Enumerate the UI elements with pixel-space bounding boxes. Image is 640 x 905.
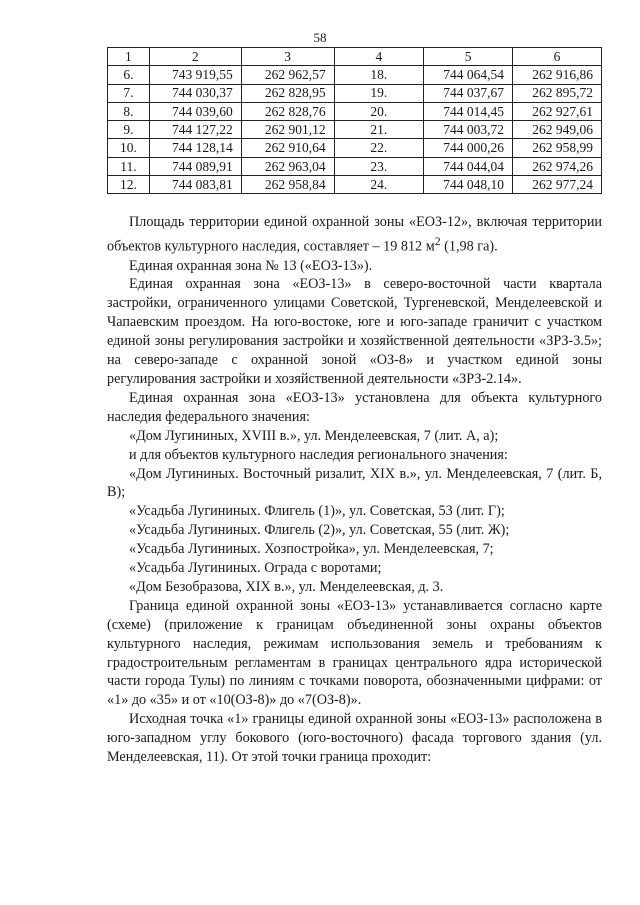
- coordinate-cell: 744 089,91: [149, 157, 241, 175]
- coordinate-cell: 262 895,72: [513, 84, 602, 102]
- point-number-cell: 23.: [334, 157, 424, 175]
- document-body: [107, 213, 602, 767]
- point-number-cell: 11.: [108, 157, 150, 175]
- coordinate-cell: 262 962,57: [241, 66, 334, 84]
- coordinate-cell: 743 919,55: [149, 66, 241, 84]
- header-cell: 6: [513, 48, 602, 66]
- location-paragraph: Единая охранная зона «ЕОЗ-13» в северо-восточной части квартала застройки, ограниченного улицами Советской, Тургеневской, Менделеевской и Чапаевским проездом. На юго-востоке, юге и юго-западе граничит с участком единой зоны регулирования застройки и хозяйственной деятельности «ЗРЗ-3.5»; на северо-западе с охранной зоной «ОЗ-8» и участком единой зоны регулирования застройки и хозяйственной деятельности «ЗРЗ-2.14».: [107, 276, 602, 387]
- coordinate-cell: 262 958,99: [513, 139, 602, 157]
- page-number: 58: [313, 30, 327, 45]
- point-number-cell: 20.: [334, 102, 424, 120]
- coordinate-cell: 262 958,84: [241, 176, 334, 194]
- point-number-cell: 8.: [108, 102, 150, 120]
- header-cell: 4: [334, 48, 424, 66]
- table-row: [108, 157, 602, 175]
- area-unit-superscript: 2: [434, 233, 441, 248]
- coordinate-cell: 744 030,37: [149, 84, 241, 102]
- point-number-cell: 12.: [108, 176, 150, 194]
- regional-object-item: «Усадьба Лугининых. Флигель (2)», ул. Советская, 55 (лит. Ж);: [129, 522, 510, 539]
- area-text-end: (1,98 га).: [440, 238, 498, 255]
- coordinate-cell: 744 127,22: [149, 121, 241, 139]
- established-paragraph: Единая охранная зона «ЕОЗ-13» установлена для объекта культурного наследия федерального значения:: [107, 389, 602, 425]
- coordinate-cell: 262 828,76: [241, 102, 334, 120]
- coordinate-cell: 262 974,26: [513, 157, 602, 175]
- coordinate-cell: 744 048,10: [424, 176, 513, 194]
- point-number-cell: 10.: [108, 139, 150, 157]
- coordinate-cell: 262 828,95: [241, 84, 334, 102]
- header-cell: 3: [241, 48, 334, 66]
- regional-object-item: «Дом Безобразова, XIX в.», ул. Менделеевская, д. 3.: [129, 578, 444, 595]
- area-text: Площадь территории единой охранной зоны «ЕОЗ-12», включая территории объектов культурного наследия, составляет – 19 812 м: [107, 214, 602, 255]
- coordinate-cell: 744 014,45: [424, 102, 513, 120]
- coordinate-cell: 744 003,72: [424, 121, 513, 139]
- point-number-cell: 19.: [334, 84, 424, 102]
- regional-object-item: «Усадьба Лугининых. Хозпостройка», ул. Менделеевская, 7;: [129, 541, 494, 558]
- coordinate-cell: 262 927,61: [513, 102, 602, 120]
- federal-object-item: «Дом Лугининых, XVIII в.», ул. Менделеевская, 7 (лит. А, а);: [129, 427, 499, 444]
- coordinate-cell: 744 039,60: [149, 102, 241, 120]
- table-row: [108, 121, 602, 139]
- coordinate-cell: 744 064,54: [424, 66, 513, 84]
- header-cell: 2: [149, 48, 241, 66]
- table-header-row: [108, 48, 602, 66]
- boundary-paragraph: Граница единой охранной зоны «ЕОЗ-13» устанавливается согласно карте (схеме) (приложение к границам объединенной зоны охраны объектов культурного наследия, режимам использования земель и требованиям к градостроительным регламентам в границах центрального ядра исторической части города Тулы) по линиям с точками поворота, обозначенными цифрами: от «1» до «35» и от «10(ОЗ-8)» до «7(ОЗ-8)».: [107, 597, 602, 709]
- point-number-cell: 6.: [108, 66, 150, 84]
- point-number-cell: 7.: [108, 84, 150, 102]
- coordinate-cell: 262 977,24: [513, 176, 602, 194]
- regional-intro: и для объектов культурного наследия регионального значения:: [129, 446, 508, 463]
- coordinate-cell: 262 963,04: [241, 157, 334, 175]
- point-number-cell: 22.: [334, 139, 424, 157]
- origin-paragraph: Исходная точка «1» границы единой охранной зоны «ЕОЗ-13» расположена в юго-западном углу бокового (юго-восточного) фасада торгового здания (ул. Менделеевская, 11). От этой точки граница проходит:: [107, 711, 602, 766]
- coordinate-cell: 262 949,06: [513, 121, 602, 139]
- regional-object-item: «Усадьба Лугининых. Флигель (1)», ул. Советская, 53 (лит. Г);: [129, 503, 505, 520]
- table-row: [108, 66, 602, 84]
- table-row: [108, 139, 602, 157]
- header-cell: 5: [424, 48, 513, 66]
- coordinate-cell: 744 083,81: [149, 176, 241, 194]
- coordinate-cell: 262 901,12: [241, 121, 334, 139]
- point-number-cell: 24.: [334, 176, 424, 194]
- table-row: [108, 176, 602, 194]
- header-cell: 1: [108, 48, 150, 66]
- regional-object-item: «Дом Лугининых. Восточный ризалит, XIX в.», ул. Менделеевская, 7 (лит. Б, В);: [107, 465, 602, 501]
- coordinate-cell: 262 910,64: [241, 139, 334, 157]
- coordinate-cell: 744 128,14: [149, 139, 241, 157]
- point-number-cell: 18.: [334, 66, 424, 84]
- coordinates-table: [107, 47, 602, 194]
- table-row: [108, 102, 602, 120]
- coordinate-cell: 262 916,86: [513, 66, 602, 84]
- coordinate-cell: 744 044,04: [424, 157, 513, 175]
- coordinate-cell: 744 000,26: [424, 139, 513, 157]
- point-number-cell: 21.: [334, 121, 424, 139]
- area-paragraph: [107, 213, 602, 257]
- regional-object-item: «Усадьба Лугининых. Ограда с воротами;: [129, 560, 382, 577]
- coordinate-cell: 744 037,67: [424, 84, 513, 102]
- point-number-cell: 9.: [108, 121, 150, 139]
- table-row: [108, 84, 602, 102]
- zone-title: Единая охранная зона № 13 («ЕОЗ-13»).: [129, 257, 373, 274]
